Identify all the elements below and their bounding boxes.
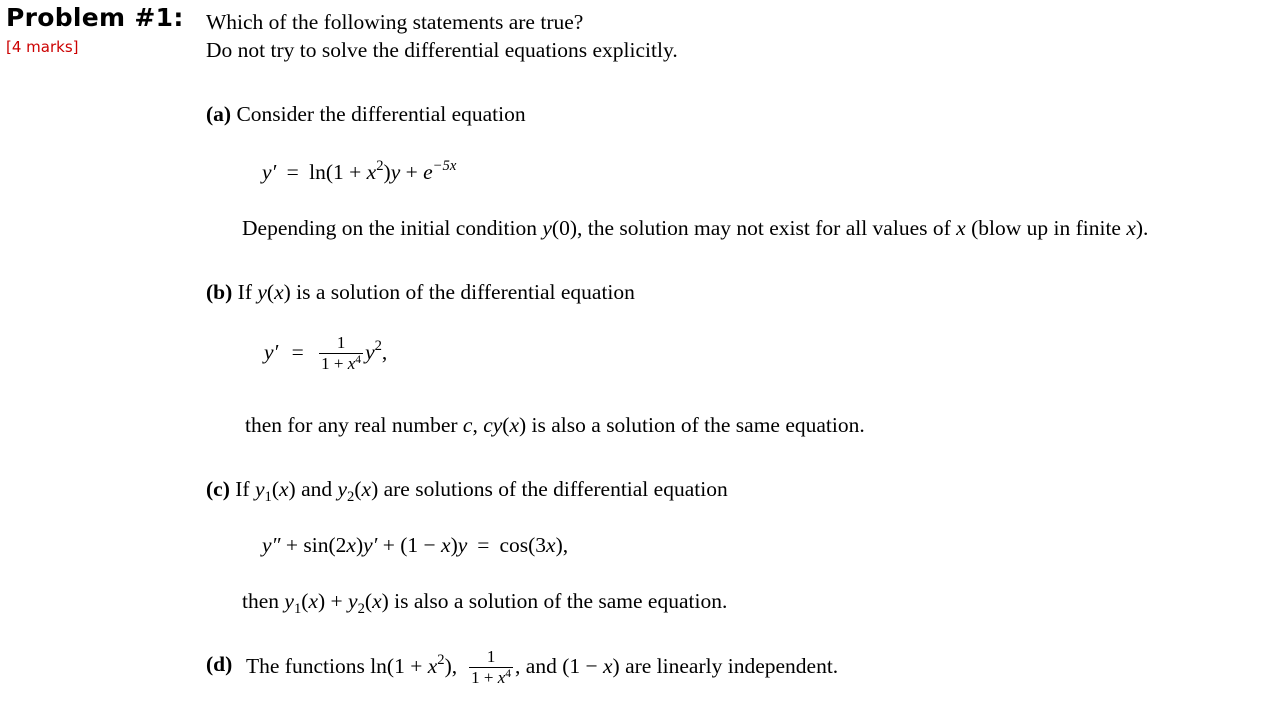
part-a-intro-line: [206, 102, 526, 127]
part-c-label: (c): [206, 477, 230, 501]
part-b-fraction: $\frac{1}{1 + x^4}$: [321, 333, 362, 373]
part-c-intro-line: (c) If $y_1(x)$ and $y_2(x)$ are solutions of the differential equation: [206, 477, 728, 505]
part-b-statement: then for any real number c, cy(x) is also a solution of the same equation.: [245, 413, 865, 437]
part-c-equation: y″ + sin(2x)y′ + (1 − x)y = cos(3x),: [262, 533, 569, 557]
part-a-equation: $y' = \ln(1 + x^2)y + e^{-5x}$: [262, 157, 457, 184]
problem-marks: [4 marks]: [6, 38, 79, 56]
problem-title: Problem #1:: [6, 3, 184, 32]
part-d-label: (d): [206, 652, 233, 676]
part-b-equation: y′ = $\frac{1}{1 + x^4}$ $y^2$,: [264, 333, 388, 373]
part-b-label: (b): [206, 280, 233, 304]
part-a-label: (a): [206, 102, 232, 126]
part-a-statement: Depending on the initial condition y(0), the solution may not exist for all values of x (blow up in finite x).: [242, 216, 1149, 240]
part-a-intro: Consider the differential equation: [236, 102, 526, 126]
problem-prompt-line2: Do not try to solve the differential equations explicitly.: [206, 38, 678, 62]
part-d-fraction: $\frac{1}{1 + x^4}$: [471, 647, 512, 687]
part-c-statement: then $y_1(x) + y_2(x)$ is also a solution of the same equation.: [242, 589, 728, 617]
part-b-intro-line: (b) If y(x) is a solution of the differential equation: [206, 280, 635, 304]
problem-prompt-line1: Which of the following statements are true?: [206, 10, 584, 34]
part-d-statement: The functions $\ln(1 + x^2)$, $\frac{1}{1 + x^4}$ , and (1 − x) are linearly independent.: [246, 647, 839, 687]
